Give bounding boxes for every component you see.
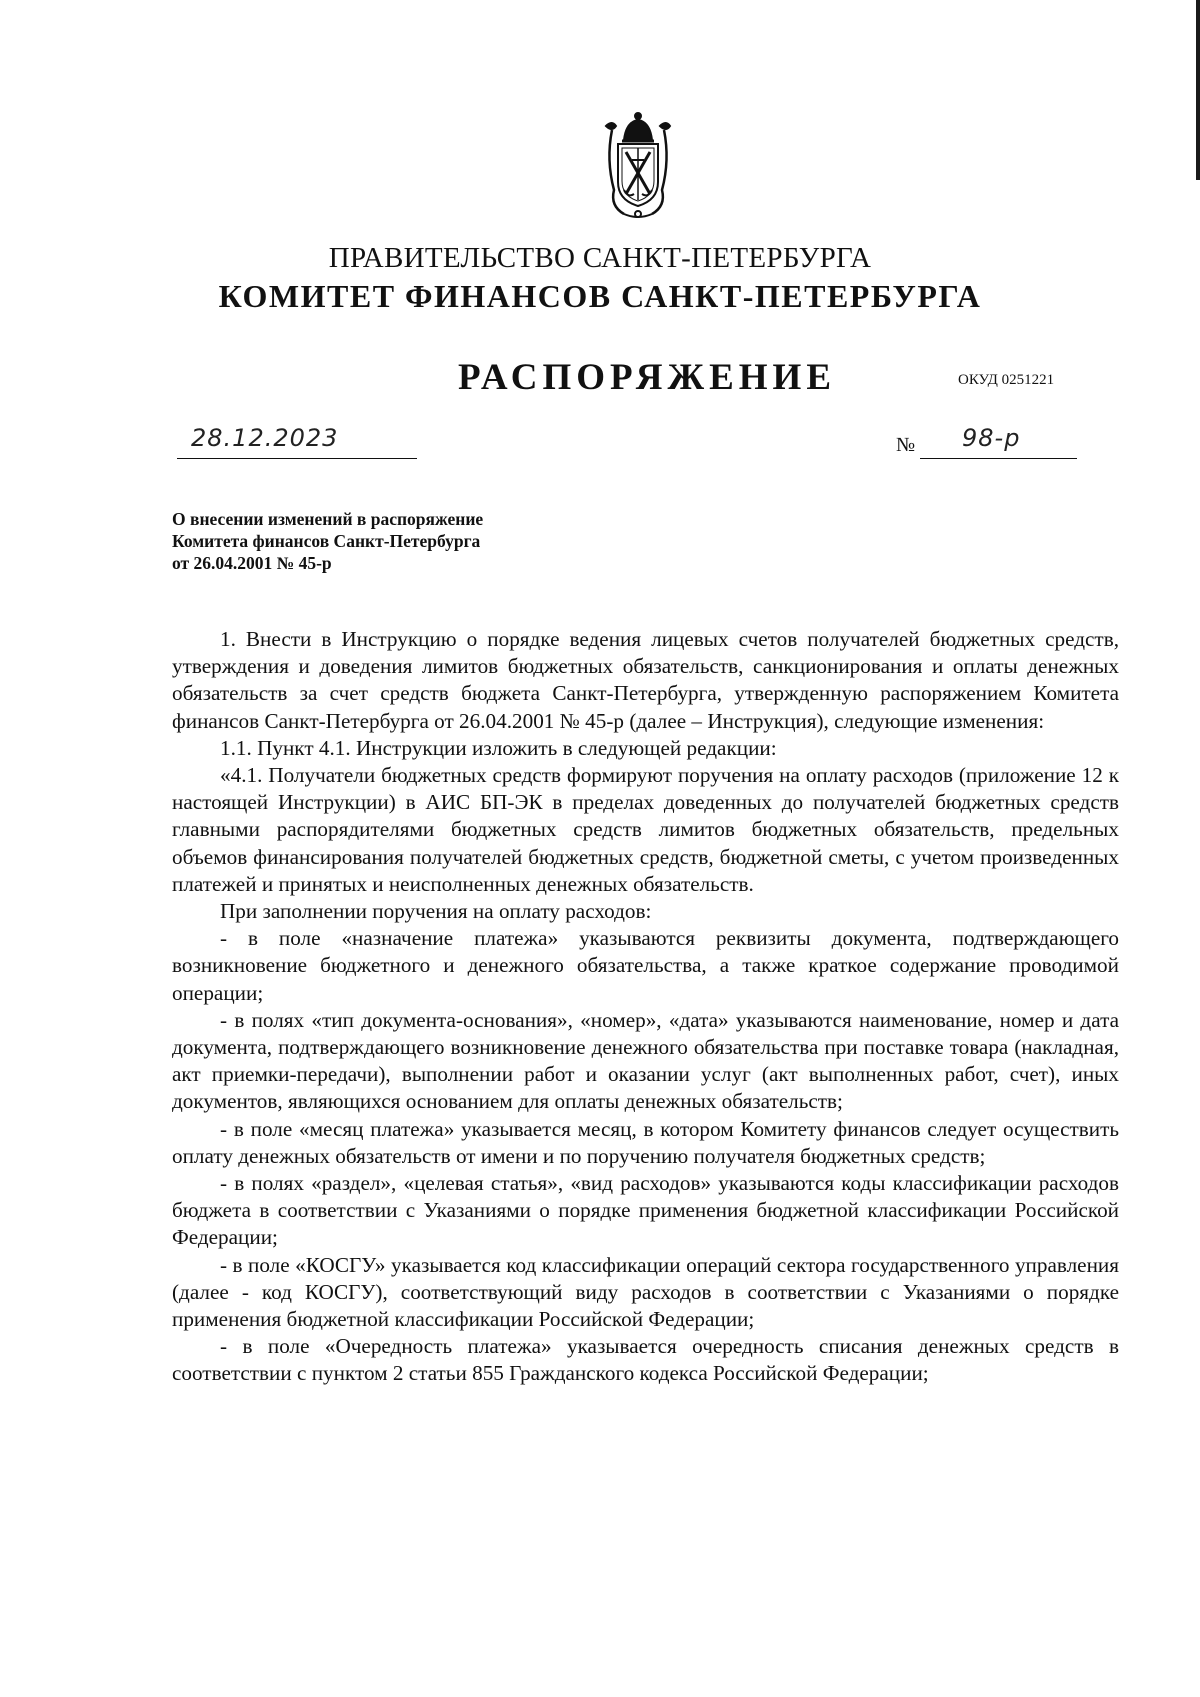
subject-line: О внесении изменений в распоряжение [172,509,484,529]
number-sign: № [896,434,916,456]
body-paragraph: - в полях «тип документа-основания», «номер», «дата» указываются наименование, номер и дата документа, подтверждающего возникновение денежного обязательства при поставке товара (накладная, акт приемки-передачи), выполнении работ и оказании услуг (акт выполненных работ, счет), иных документов, являющихся основанием для оплаты денежных обязательств; [172,1007,1119,1114]
body-paragraph: «4.1. Получатели бюджетных средств формируют поручения на оплату расходов (приложение 12 к настоящей Инструкции) в АИС БП-ЭК в пределах доведенных до получателей бюджетных средств главными распорядителями бюджетных средств лимитов бюджетных обязательств, предельных объемов финансирования получателей бюджетных средств, бюджетной сметы, с учетом произведенных платежей и принятых и неисполненных денежных обязательств. [172,763,1119,896]
subject-line: Комитета финансов Санкт-Петербурга [172,531,481,551]
number-field [920,424,1077,459]
body-paragraph: - в поле «КОСГУ» указывается код классификации операций сектора государственного управления (далее - код КОСГУ), соответствующий виду расходов в соответствии с Указаниями о порядке применения бюджетной классификации Российской Федерации; [172,1252,1119,1332]
subject-line: от 26.04.2001 № 45-р [172,553,332,573]
document-number: 98-р [962,424,1021,452]
body-paragraph: - в поле «назначение платежа» указываются реквизиты документа, подтверждающего возникновение бюджетного и денежного обязательства, а также краткое содержание проводимой операции; [172,926,1119,1005]
committee-name: КОМИТЕТ ФИНАНСОВ САНКТ-ПЕТЕРБУРГА [218,278,982,314]
date-field [177,424,417,459]
okud-code: ОКУД 0251221 [958,372,1055,388]
document-body [172,626,1119,1388]
body-paragraph: - в поле «месяц платежа» указывается месяц, в котором Комитету финансов следует осуществить оплату денежных обязательств от имени и по поручению получателя бюджетных средств; [172,1116,1119,1168]
body-paragraph: 1. Внести в Инструкцию о порядке ведения лицевых счетов получателей бюджетных средств, утверждения и доведения лимитов бюджетных обязательств, санкционирования и оплаты денежных обязательств за счет средств бюджета Санкт-Петербурга, утвержденную распоряжением Комитета финансов Санкт-Петербурга от 26.04.2001 № 45-р (далее – Инструкция), следующие изменения: [172,627,1119,733]
coat-of-arms-emblem [588,110,688,222]
body-paragraph: 1.1. Пункт 4.1. Инструкции изложить в следующей редакции: [220,735,777,760]
scan-edge-mark [1196,0,1200,180]
body-paragraph: - в полях «раздел», «целевая статья», «вид расходов» указываются коды классификации расходов бюджета в соответствии с Указаниями о порядке применения бюджетной классификации Российской Федерации; [172,1171,1119,1250]
document-date: 28.12.2023 [191,424,339,452]
government-name: ПРАВИТЕЛЬСТВО САНКТ-ПЕТЕРБУРГА [328,242,872,274]
body-paragraph: - в поле «Очередность платежа» указывается очередность списания денежных средств в соответствии с пунктом 2 статьи 855 Гражданского кодекса Российской Федерации; [172,1334,1119,1386]
document-type-title: РАСПОРЯЖЕНИЕ [458,357,837,398]
body-paragraph: При заполнении поручения на оплату расходов: [220,899,652,924]
document-subject [172,508,592,574]
